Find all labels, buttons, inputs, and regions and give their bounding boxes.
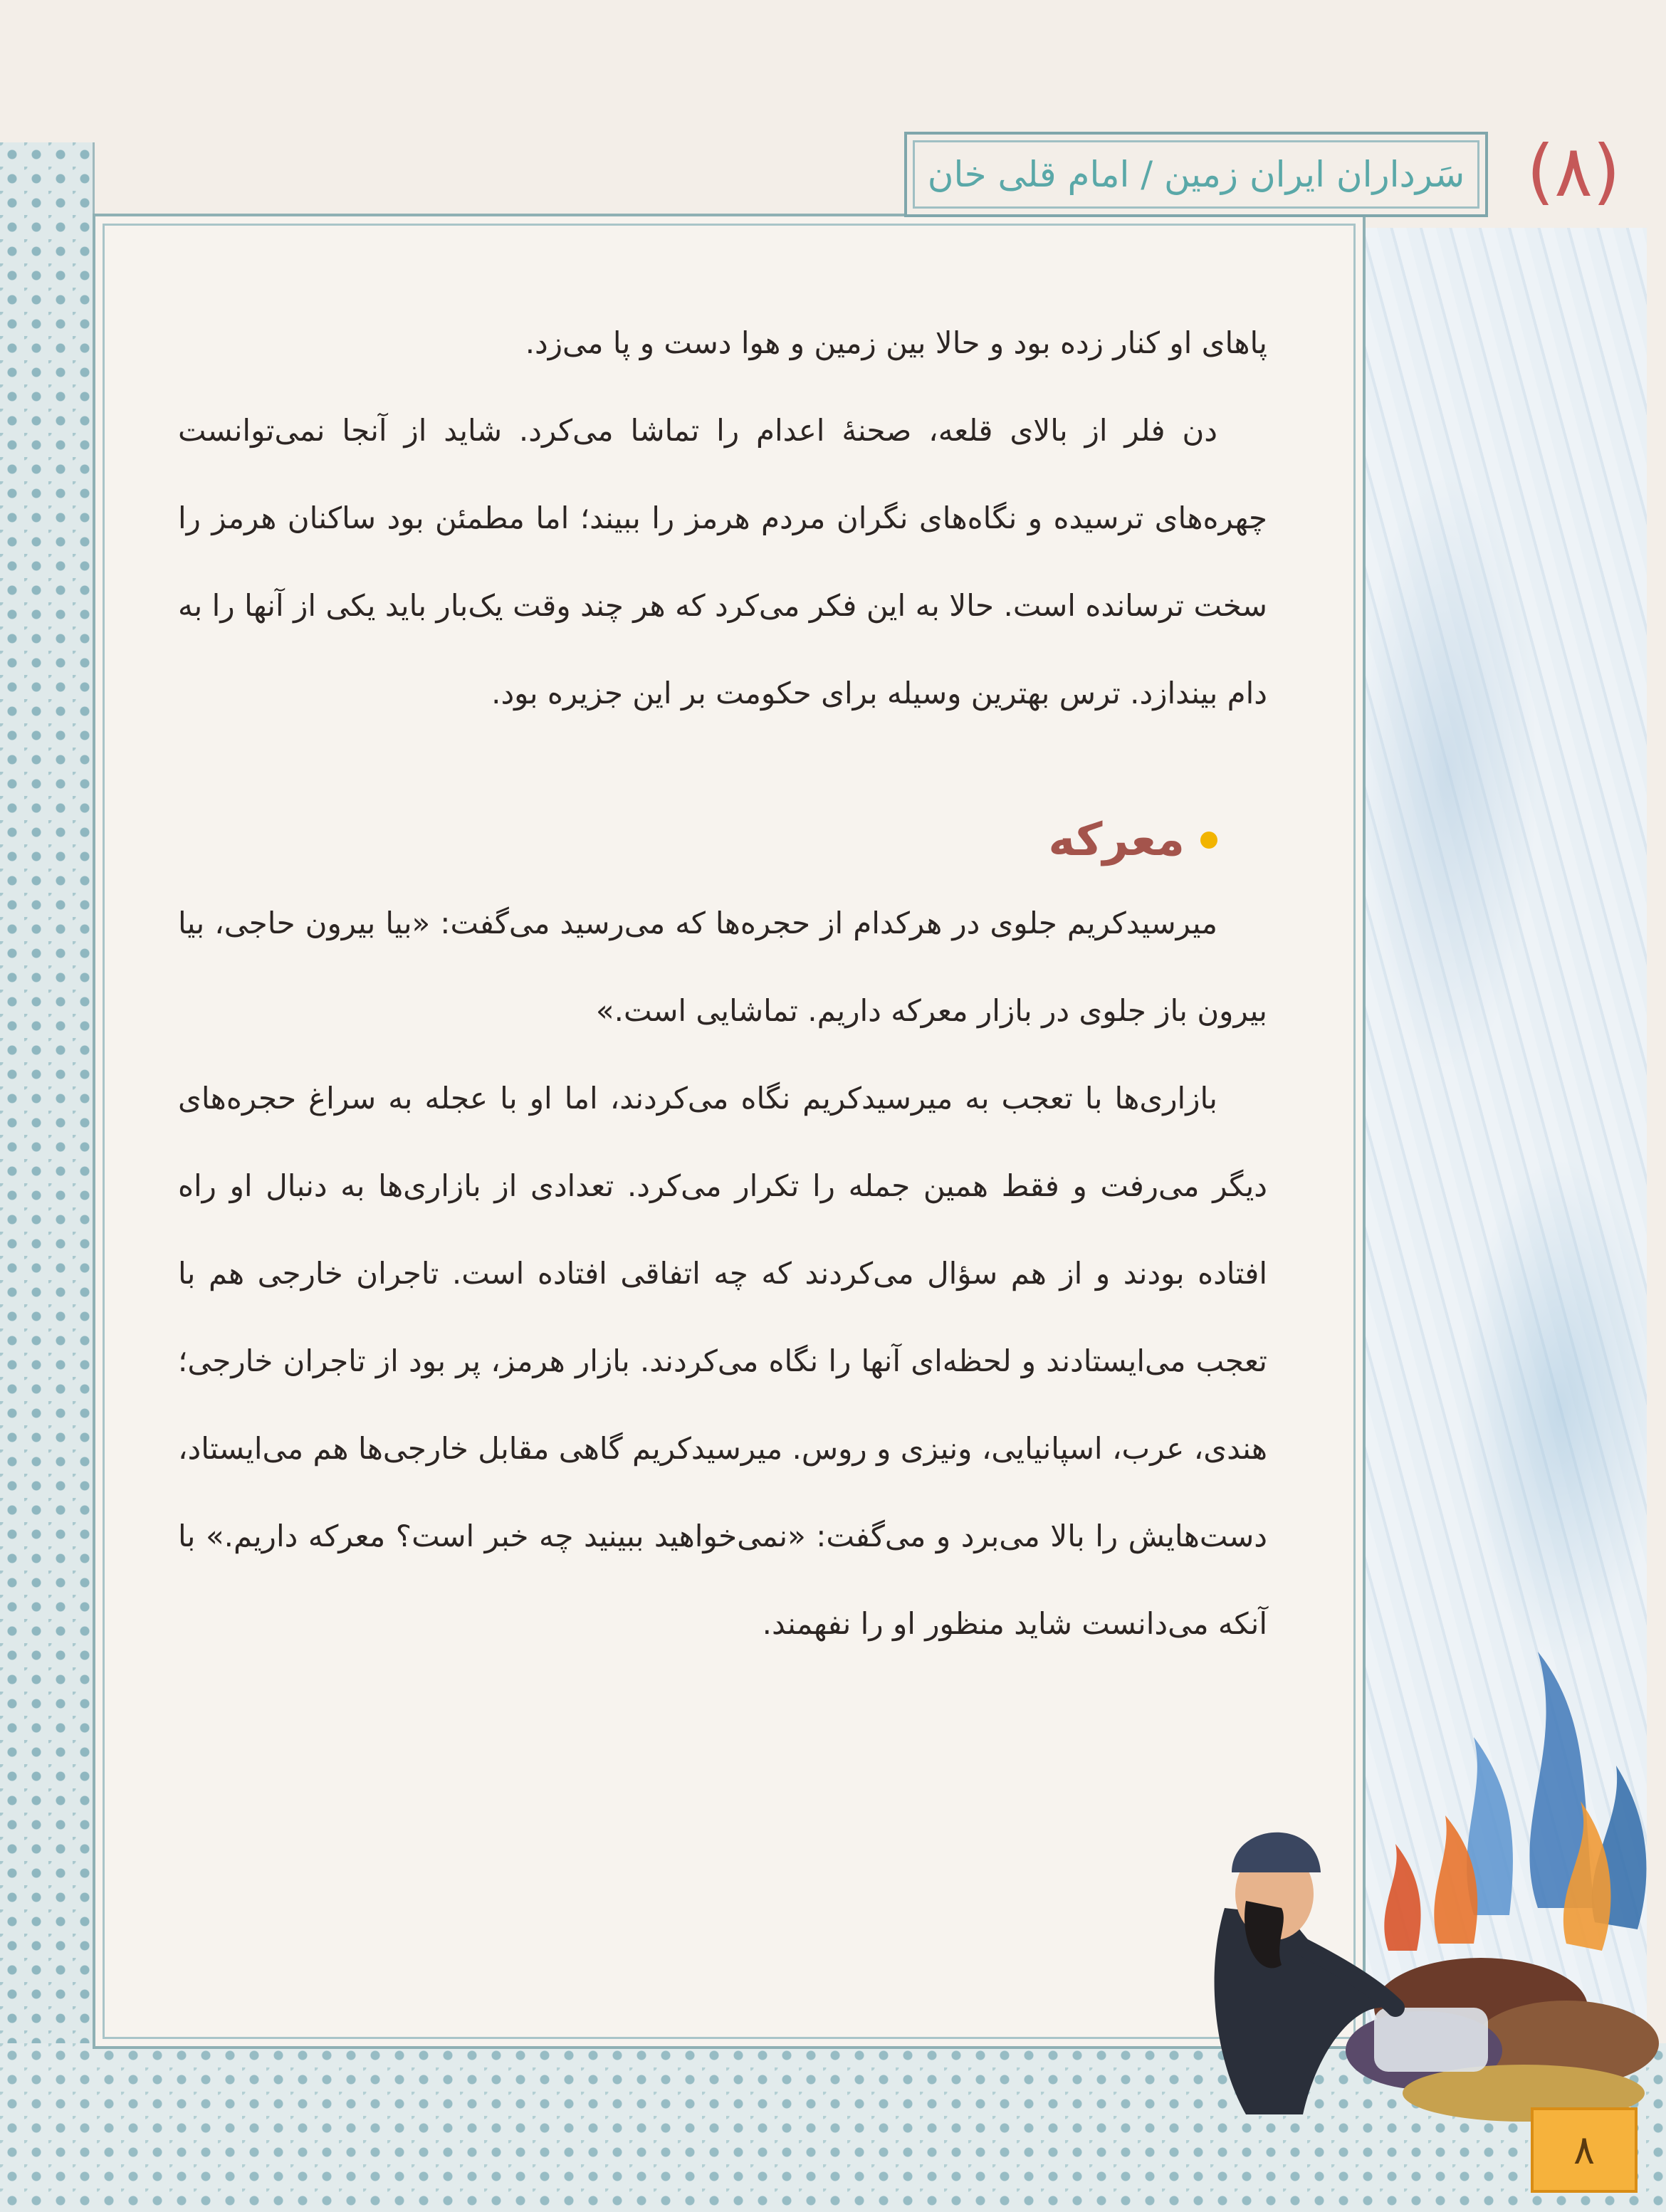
bullet-icon — [1200, 832, 1217, 849]
chapter-number: (۸) — [1526, 129, 1620, 213]
section-heading — [178, 801, 1217, 879]
book-title: سَرداران ایران زمین / امام قلی خان — [927, 154, 1465, 195]
paragraph: دن فلر از بالای قلعه، صحنهٔ اعدام را تماشا می‌کرد. شاید از آنجا نمی‌توانست چهره‌های ترسیده و نگاه‌های نگران مردم هرمز را ببیند؛ اما مطمئن بود ساکنان هرمز را سخت ترسانده است. حالا به این فکر می‌کرد که هر چند وقت یک‌بار باید یکی از آنها را به دام بیندازد. ترس بهترین وسیله برای حکومت بر این جزیره بود. — [178, 413, 1267, 711]
cloth-icon — [1374, 2008, 1488, 2072]
paragraph: میرسیدکریم جلوی در هرکدام از حجره‌ها که می‌رسید می‌گفت: «بیا بیرون حاجی، بیا بیرون باز جلوی در بازار معرکه داریم. تماشایی است.» — [178, 906, 1267, 1028]
paragraph: بازاری‌ها با تعجب به میرسیدکریم نگاه می‌کردند، اما او با عجله به سراغ حجره‌های دیگر می‌رفت و فقط همین جمله را تکرار می‌کرد. تعدادی از بازاری‌ها به دنبال او راه افتاده بودند و از هم سؤال می‌کردند که چه اتفاقی افتاده است. تاجران خارجی هم با تعجب می‌ایستادند و لحظه‌ای آنها را نگاه می‌کردند. بازار هرمز، پر بود از تاجران خارجی؛ هندی، عرب، اسپانیایی، ونیزی و روس. میرسیدکریم گاهی مقابل خارجی‌ها هم می‌ایستاد، دست‌هایش را بالا می‌برد و می‌گفت: «نمی‌خواهید ببینید چه خبر است؟ معرکه داریم.» با آنکه می‌دانست شاید منظور او را نفهمند. — [178, 1081, 1267, 1641]
illustration-man-and-fire — [1139, 1609, 1666, 2122]
flame-icon — [1384, 1844, 1420, 1951]
page-number: ۸ — [1531, 2107, 1638, 2193]
left-decorative-border — [0, 142, 95, 2122]
body-text — [178, 299, 1267, 1667]
section-heading-text: معرکه — [1048, 814, 1185, 866]
man-hat — [1232, 1833, 1321, 1872]
paragraph: پاهای او کنار زده بود و حالا بین زمین و هوا دست و پا می‌زد. — [525, 325, 1267, 360]
running-header — [904, 132, 1488, 217]
